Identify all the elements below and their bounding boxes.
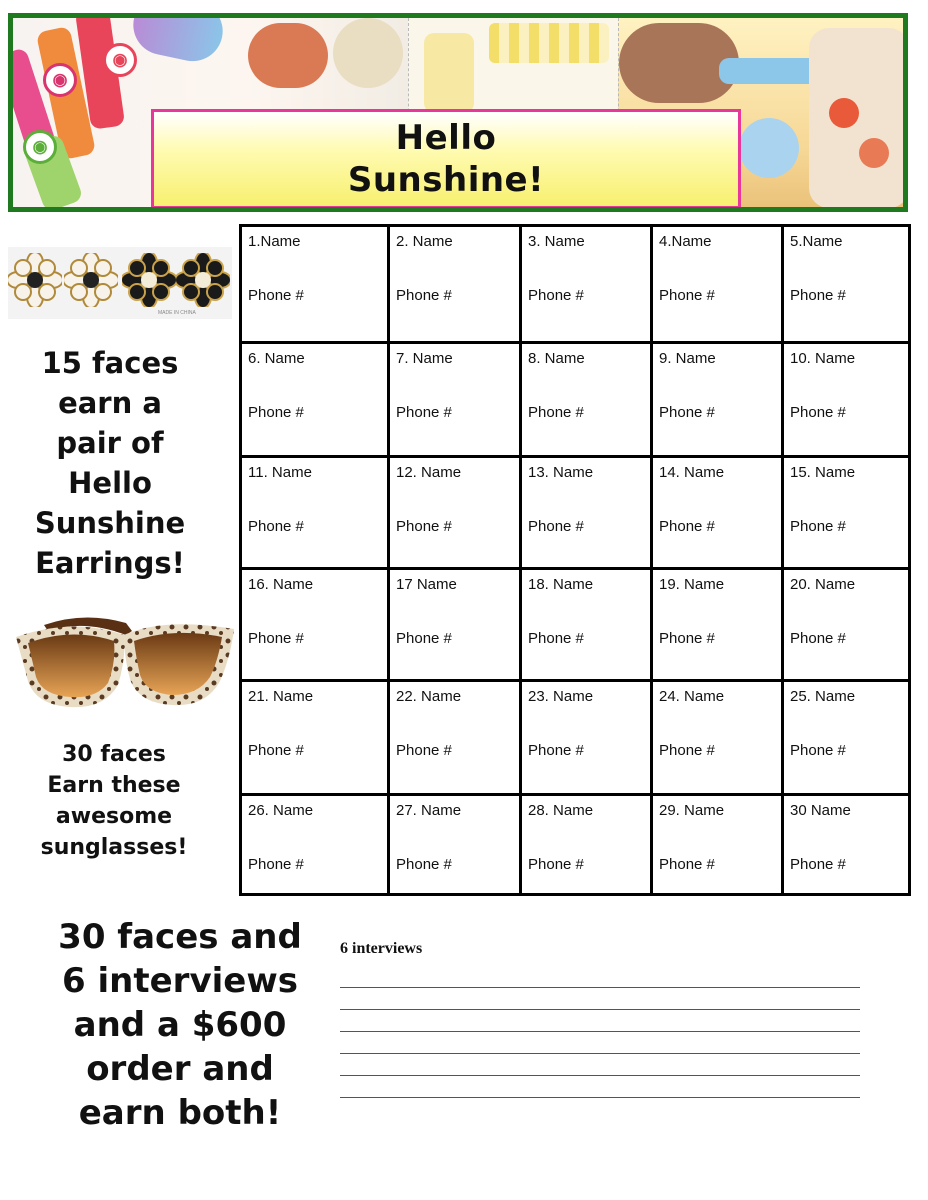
black-flower-earring-icon xyxy=(122,253,176,307)
made-in-label: MADE IN CHINA xyxy=(158,310,196,316)
face-name-label: 12. Name xyxy=(396,464,462,481)
face-name-label: 1.Name xyxy=(248,233,301,250)
face-cell xyxy=(522,227,653,344)
face-phone-label: Phone # xyxy=(396,742,452,759)
face-cell xyxy=(653,344,784,458)
face-name-label: 13. Name xyxy=(528,464,594,481)
sunglasses-image xyxy=(14,609,236,719)
face-name-label: 17 Name xyxy=(396,576,457,593)
face-name-label: 7. Name xyxy=(396,350,453,367)
face-cell xyxy=(390,458,522,570)
face-phone-label: Phone # xyxy=(790,287,846,304)
combined-reward-text xyxy=(40,915,320,1135)
face-cell xyxy=(784,227,908,344)
face-name-label: 8. Name xyxy=(528,350,585,367)
face-cell xyxy=(522,682,653,796)
face-phone-label: Phone # xyxy=(659,287,715,304)
face-name-label: 6. Name xyxy=(248,350,305,367)
face-name-label: 11. Name xyxy=(248,464,312,481)
face-phone-label: Phone # xyxy=(790,856,846,873)
promo-line: 30 faces and xyxy=(58,917,302,957)
face-name-label: 16. Name xyxy=(248,576,314,593)
face-phone-label: Phone # xyxy=(396,287,452,304)
promo-line: and a $600 xyxy=(73,1005,287,1045)
brand-logo-icon: ◉ xyxy=(23,130,57,164)
face-phone-label: Phone # xyxy=(248,742,304,759)
face-name-label: 23. Name xyxy=(528,688,594,705)
promo-line: sunglasses! xyxy=(40,835,188,860)
face-phone-label: Phone # xyxy=(528,630,584,647)
promo-line: 30 faces xyxy=(62,742,166,767)
face-name-label: 5.Name xyxy=(790,233,843,250)
face-phone-label: Phone # xyxy=(396,630,452,647)
face-name-label: 9. Name xyxy=(659,350,716,367)
face-cell xyxy=(653,796,784,893)
face-cell xyxy=(242,796,390,893)
brand-logo-icon: ◉ xyxy=(103,43,137,77)
face-phone-label: Phone # xyxy=(528,287,584,304)
face-phone-label: Phone # xyxy=(659,404,715,421)
face-cell xyxy=(390,570,522,682)
face-cell xyxy=(390,682,522,796)
face-cell xyxy=(390,344,522,458)
promo-line: awesome xyxy=(55,804,173,829)
face-name-label: 24. Name xyxy=(659,688,725,705)
promo-line: Earrings! xyxy=(35,546,185,580)
face-phone-label: Phone # xyxy=(528,742,584,759)
face-phone-label: Phone # xyxy=(396,404,452,421)
promo-line: 15 faces xyxy=(41,346,179,380)
face-phone-label: Phone # xyxy=(528,518,584,535)
face-cell xyxy=(242,570,390,682)
face-name-label: 15. Name xyxy=(790,464,856,481)
title-line-2: Sunshine! xyxy=(347,160,545,200)
sunglasses-reward-text xyxy=(10,739,218,863)
face-phone-label: Phone # xyxy=(790,404,846,421)
face-phone-label: Phone # xyxy=(790,742,846,759)
face-phone-label: Phone # xyxy=(528,856,584,873)
earrings-reward-text xyxy=(10,343,210,583)
face-cell xyxy=(653,458,784,570)
face-cell xyxy=(390,796,522,893)
face-phone-label: Phone # xyxy=(248,856,304,873)
face-cell xyxy=(242,227,390,344)
interview-blank-line[interactable] xyxy=(340,966,860,988)
promo-line: 6 interviews xyxy=(62,961,298,1001)
interview-blank-line[interactable] xyxy=(340,1010,860,1032)
face-name-label: 26. Name xyxy=(248,802,314,819)
earrings-image xyxy=(8,247,232,319)
face-name-label: 22. Name xyxy=(396,688,462,705)
face-phone-label: Phone # xyxy=(659,742,715,759)
face-cell xyxy=(242,344,390,458)
face-cell xyxy=(653,570,784,682)
face-name-label: 4.Name xyxy=(659,233,712,250)
face-name-label: 28. Name xyxy=(528,802,594,819)
white-flower-earring-icon xyxy=(64,253,118,307)
face-name-label: 2. Name xyxy=(396,233,453,250)
face-cell xyxy=(522,570,653,682)
face-phone-label: Phone # xyxy=(396,518,452,535)
interview-lines xyxy=(340,966,860,1098)
interview-blank-line[interactable] xyxy=(340,1054,860,1076)
face-name-label: 19. Name xyxy=(659,576,725,593)
face-phone-label: Phone # xyxy=(396,856,452,873)
face-phone-label: Phone # xyxy=(659,856,715,873)
promo-line: pair of xyxy=(56,426,164,460)
face-cell xyxy=(784,570,908,682)
face-name-label: 25. Name xyxy=(790,688,856,705)
face-phone-label: Phone # xyxy=(659,630,715,647)
promo-line: earn both! xyxy=(78,1093,282,1133)
face-cell xyxy=(784,458,908,570)
face-phone-label: Phone # xyxy=(248,518,304,535)
interviews-header: 6 interviews xyxy=(340,940,423,957)
promo-line: Sunshine xyxy=(34,506,186,540)
face-phone-label: Phone # xyxy=(790,518,846,535)
face-cell xyxy=(390,227,522,344)
brand-logo-icon: ◉ xyxy=(43,63,77,97)
face-name-label: 27. Name xyxy=(396,802,462,819)
promo-line: earn a xyxy=(58,386,162,420)
face-phone-label: Phone # xyxy=(790,630,846,647)
promo-line: Hello xyxy=(68,466,152,500)
face-cell xyxy=(242,458,390,570)
face-phone-label: Phone # xyxy=(248,287,304,304)
face-name-label: 30 Name xyxy=(790,802,851,819)
face-phone-label: Phone # xyxy=(248,630,304,647)
face-cell xyxy=(653,227,784,344)
face-name-label: 21. Name xyxy=(248,688,314,705)
page-title xyxy=(151,109,741,209)
face-phone-label: Phone # xyxy=(528,404,584,421)
interview-blank-line[interactable] xyxy=(340,988,860,1010)
promo-line: Earn these xyxy=(47,773,181,798)
interview-blank-line[interactable] xyxy=(340,1076,860,1098)
face-name-label: 20. Name xyxy=(790,576,856,593)
face-cell xyxy=(522,344,653,458)
white-flower-earring-icon xyxy=(8,253,62,307)
header-banner xyxy=(8,13,908,212)
face-phone-label: Phone # xyxy=(248,404,304,421)
face-name-label: 18. Name xyxy=(528,576,594,593)
face-phone-label: Phone # xyxy=(659,518,715,535)
promo-line: order and xyxy=(86,1049,274,1089)
face-cell xyxy=(784,682,908,796)
faces-grid xyxy=(239,224,911,896)
face-cell xyxy=(784,796,908,893)
face-cell xyxy=(522,796,653,893)
face-cell xyxy=(784,344,908,458)
face-name-label: 3. Name xyxy=(528,233,585,250)
title-line-1: Hello xyxy=(395,118,497,158)
face-name-label: 29. Name xyxy=(659,802,725,819)
face-name-label: 10. Name xyxy=(790,350,856,367)
face-cell xyxy=(242,682,390,796)
black-flower-earring-icon xyxy=(176,253,230,307)
face-cell xyxy=(522,458,653,570)
interview-blank-line[interactable] xyxy=(340,1032,860,1054)
face-cell xyxy=(653,682,784,796)
face-name-label: 14. Name xyxy=(659,464,725,481)
interviews-section xyxy=(340,940,860,1098)
